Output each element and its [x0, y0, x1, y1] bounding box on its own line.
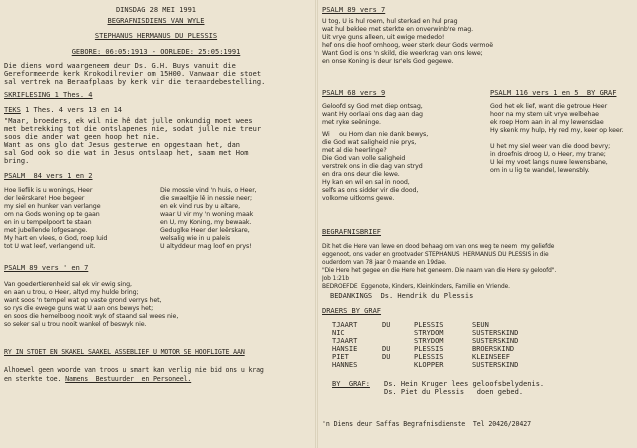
- psalm-line: selfs as ons sidder vir die dood,: [322, 187, 419, 194]
- psalm-line: om na Gods woning op te gaan: [4, 211, 100, 218]
- psalm-line: Die mossie vind 'n huis, o Heer,: [160, 187, 257, 194]
- psalm-line: om in u lig te wandel, lewensbly.: [490, 167, 590, 174]
- by-graf-line: Ds. Hein Kruger lees geloofsbelydenis.: [384, 380, 545, 388]
- psalm-line: U lei my voet langs nuwe lewensbane,: [490, 159, 608, 166]
- psalm-line: Hoe lieflik is u wonings, Heer: [4, 187, 93, 194]
- closing-line: en sterkte toe.: [4, 375, 62, 383]
- psalm-line: die swaeltjie lê in nessie neer;: [160, 195, 253, 202]
- psalm-line: Van goedertierenheid sal ek vir ewig sing,: [4, 281, 132, 288]
- psalm-line: Geloofd sy God met diep ontsag,: [322, 103, 423, 110]
- pallbearer-relation: BROERSKIND: [472, 345, 515, 353]
- life-dates: GEBORE: 06:05:1913 - OORLEDE: 25:05:1991: [71, 48, 241, 56]
- pallbearer-surname: KLOPPER: [414, 361, 444, 369]
- psalm-line: volkome uitkoms gewe.: [322, 195, 395, 202]
- psalm-line: U het my siel weer van die dood bevry;: [490, 143, 611, 150]
- teks-reference: 1 Thes. 4 vers 13 en 14: [25, 106, 123, 114]
- by-graf-label: BY GRAF:: [332, 380, 370, 388]
- pallbearer-first: TJAART: [332, 337, 358, 345]
- psalm-line: welsalig wie in u paleis: [160, 235, 231, 242]
- undertaker-footer: 'n Diens deur Saffas Begrafnisdienste Tel 20426/20427: [322, 420, 531, 428]
- pallbearer-first: PIET: [332, 353, 349, 361]
- teks-line: met betrekking tot die ontslapenes nie, sodat julle nie treur: [4, 125, 262, 133]
- pallbearer-surname: PLESSIS: [414, 353, 444, 361]
- psalm89a-heading: PSALM 89 vers ' en 7: [4, 264, 89, 272]
- service-title: BEGRAFNISDIENS VAN WYLE: [107, 17, 205, 25]
- psalm-line: en onse Koning is deur Isr'els God gegewe.: [322, 58, 454, 65]
- psalm-line: en aan u trou, o Heer, altyd my hulde bring;: [4, 289, 139, 296]
- closing-line: Alhoewel geen woorde van troos u smart kan verlig nie bid ons u krag: [4, 366, 264, 374]
- notice-line: BEDROEFDE Eggenote, Kinders, Kleinkinders, Familie en Vriende.: [322, 284, 510, 290]
- pallbearer-prefix: DU: [382, 321, 391, 329]
- psalm-line: want soos 'n tempel wat op vaste grond verrys het,: [4, 297, 162, 304]
- psalm-line: Hy kan en wil en sal in nood,: [322, 179, 410, 186]
- psalm-line: en soos die hemelboog nooit wyk of staand sal wees nie,: [4, 313, 179, 320]
- teks-label: TEKS: [4, 106, 21, 114]
- psalm-line: My hart en vlees, o God, roep luid: [4, 235, 108, 242]
- pallbearer-relation: SEUN: [472, 321, 489, 329]
- psalm-line: Hy skenk my hulp, Hy red my, keer op keer.: [490, 127, 624, 134]
- pallbearer-relation: SUSTERSKIND: [472, 337, 519, 345]
- psalm-line: met ryke seëninge.: [322, 119, 381, 126]
- intro-line: Die diens word waargeneem deur Ds. G.H. Buys vanuit die: [4, 62, 236, 70]
- psalm-line: God het ek lief, want die getroue Heer: [490, 103, 608, 110]
- notice-line: "Die Here het gegee en die Here het geneem. Die naam van die Here sy geloofd".: [322, 268, 557, 274]
- psalm-line: Uit vrye guns alleen, uit ewige mededo!: [322, 34, 445, 41]
- psalm-line: Want God is ons 'n skild, die weerkrag van ons lewe;: [322, 50, 483, 57]
- by-graf-line: Ds. Piet du Plessis doen gebed.: [384, 388, 524, 396]
- pallbearer-surname: PLESSIS: [414, 345, 444, 353]
- psalm-line: en in u tempelpoort te staan: [4, 219, 92, 226]
- psalm-line: waar U vir my 'n woning maak: [160, 211, 254, 218]
- psalm-line: want Hy oorlaai ons dag aan dag: [322, 111, 423, 118]
- headlights-notice: RY IN STOET EN SKAKEL SAAKEL ASSEBLIEF U MOTOR SE HOOFLIGTE AAN: [4, 348, 245, 356]
- psalm-line: hoor na my stem uit vrye welbehae: [490, 111, 599, 118]
- psalm-line: so rys die ewege guns wat U aan ons bewys het;: [4, 305, 154, 312]
- psalm-line: so seker sal u trou nooit wankel of beswyk nie.: [4, 321, 147, 328]
- psalm-line: my siel en hunker van verlange: [4, 203, 101, 210]
- draers-heading: DRAERS BY GRAF: [322, 307, 382, 315]
- pallbearer-first: HANNES: [332, 361, 358, 369]
- bedankings: BEDANKINGS Ds. Hendrik du Plessis: [330, 292, 474, 300]
- pallbearer-prefix: DU: [382, 345, 391, 353]
- intro-line: sal vertrek na Beraafplaas by kerk vir die teraardebestelling.: [4, 78, 266, 86]
- page-fold: [315, 0, 318, 448]
- pallbearer-first: NIC: [332, 329, 345, 337]
- pallbearer-prefix: DU: [382, 353, 391, 361]
- closing-signature: Namens Bestuurder en Personeel.: [65, 375, 192, 383]
- deceased-name: STEPHANUS HERMANUS DU PLESSIS: [94, 32, 218, 40]
- right-page: [322, 0, 637, 448]
- intro-line: Gereformeerde kerk Krokodilrevier om 15H00. Vanwaar die stoet: [4, 70, 262, 78]
- service-date: DINSDAG 28 MEI 1991: [115, 6, 197, 14]
- closing-line-with-signature: [4, 375, 191, 383]
- skriflesing-heading: SKRIFLESING 1 Thes. 4: [4, 91, 93, 99]
- psalm-line: en ek vind rus by u altare,: [160, 203, 240, 210]
- psalm-line: met jubellende lofgesange.: [4, 227, 88, 234]
- psalm-line: tot U wat leef, verlangend uit.: [4, 243, 96, 250]
- pallbearer-relation: SUSTERSKIND: [472, 361, 519, 369]
- notice-line: eggenoot, ons vader en grootvader STEPHANUS HERMANUS DU PLESSIS in die: [322, 252, 549, 258]
- psalm-line: in droefnis droog U, o Heer, my trane;: [490, 151, 606, 158]
- psalm-line: en U, my Koning, my bewaak.: [160, 219, 252, 226]
- teks-line: soos die ander wat geen hoop het nie.: [4, 133, 160, 141]
- psalm89b-heading: PSALM 89 vers 7: [322, 6, 386, 14]
- psalm-line: U tog, U is hul roem, hul sterkad en hul prag: [322, 18, 458, 25]
- pallbearer-surname: PLESSIS: [414, 321, 444, 329]
- psalm-line: en dra ons deur die lewe.: [322, 171, 400, 178]
- notice-line: ouderdom van 78 jaar 0 maande en 19dae.: [322, 260, 447, 266]
- psalm116-heading: PSALM 116 vers 1 en 5 BY GRAF: [490, 89, 617, 97]
- psalm-line: ek roep Hom aan in al my lewensdae: [490, 119, 604, 126]
- teks-heading: [4, 106, 122, 114]
- pallbearer-surname: STRYDOM: [414, 329, 444, 337]
- psalm-line: hef ons die hoof omhoog, weer sterk deur Gods vermoë: [322, 42, 493, 49]
- psalm-line: Geduglke Heer der leërskare,: [160, 227, 250, 234]
- teks-line: Want as ons glo dat Jesus gesterwe en opgestaan het, dan: [4, 141, 241, 149]
- begrafnisbrief-heading: BEGRAFNISBRIEF: [322, 228, 382, 236]
- teks-line: bring.: [4, 157, 30, 165]
- left-page: [0, 0, 312, 448]
- notice-line: Dit het die Here van lewe en dood behaag om van ons weg te neem my geliefde: [322, 244, 555, 250]
- pallbearer-first: HANSIE: [332, 345, 358, 353]
- pallbearer-first: TJAART: [332, 321, 358, 329]
- psalm-line: Die God van volle saligheid: [322, 155, 406, 162]
- psalm-line: met al die heerlinge?: [322, 147, 387, 154]
- pallbearer-relation: SUSTERSKIND: [472, 329, 519, 337]
- pallbearer-surname: STRYDOM: [414, 337, 444, 345]
- psalm-line: verstrek ons in die dag van stryd: [322, 163, 423, 170]
- teks-line: sal God ook so die wat in Jesus ontslaap het, saam met Hom: [4, 149, 249, 157]
- psalm-line: der leërskare! Hoe begeer: [4, 195, 85, 202]
- psalm-line: die God wat saligheid nie prys,: [322, 139, 417, 146]
- psalm-line: U altyddeur mag loof en prys!: [160, 243, 252, 250]
- psalm-line: wat hul beklee met sterkte en onverwinb're mag.: [322, 26, 474, 33]
- teks-line: "Maar, broeders, ek wil nie hê dat julle onkundig moet wees: [4, 117, 253, 125]
- notice-line: Job 1:21b: [322, 276, 350, 282]
- psalm84-heading: PSALM 84 vers 1 en 2: [4, 172, 93, 180]
- pallbearer-relation: KLEINSEEF: [472, 353, 510, 361]
- psalm68-heading: PSALM 68 vers 9: [322, 89, 386, 97]
- psalm-line: Wi ou Hom dan nie dank bewys,: [322, 131, 429, 138]
